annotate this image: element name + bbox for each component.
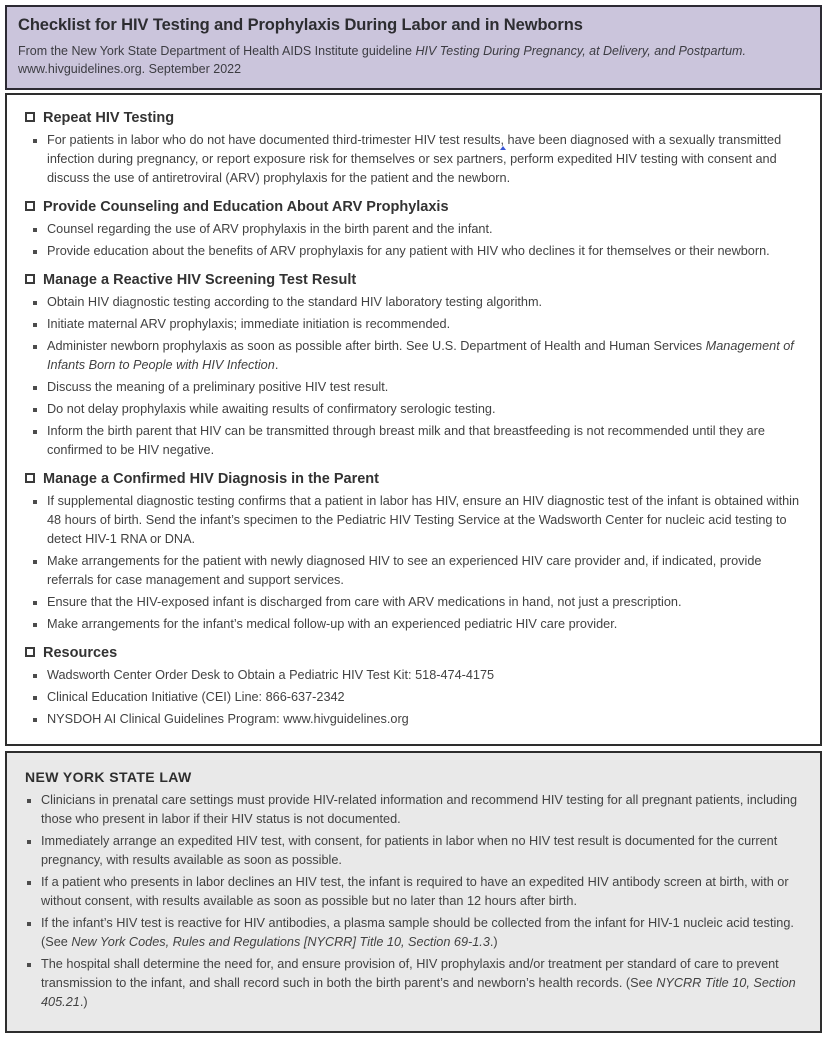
bullet-text — [47, 378, 804, 397]
bullet-item — [27, 873, 804, 911]
bullet-item — [27, 955, 804, 1012]
bullet-text — [41, 914, 804, 952]
bullet-icon — [33, 139, 37, 143]
checkbox-icon — [25, 473, 35, 483]
checkbox-icon — [25, 274, 35, 284]
bullet-item — [33, 666, 804, 685]
text-segment: If a patient who presents in labor declines an HIV test, the infant is required to have an expedited HIV antibody screen at birth, with or without consent, with results available as soon as possible but no later than 12 hours after birth. — [41, 875, 789, 908]
text-segment: Immediately arrange an expedited HIV test, with consent, for patients in labor when no HIV test result is documented for the current pregnancy, with results available as soon as possible. — [41, 834, 778, 867]
bullet-text — [41, 791, 804, 829]
document-header — [5, 5, 822, 90]
bullet-item — [27, 791, 804, 829]
bullet-text — [47, 315, 804, 334]
bullet-icon — [27, 963, 31, 967]
checklist-box — [5, 93, 822, 746]
bullet-text — [47, 242, 804, 261]
checklist-section — [25, 644, 804, 729]
bullet-icon — [33, 623, 37, 627]
bullet-icon — [27, 799, 31, 803]
bullet-item — [33, 422, 804, 460]
text-segment: If supplemental diagnostic testing confirms that a patient in labor has HIV, ensure an HIV diagnostic test of the infant is obtained within 48 hours of birth. Send the infant’s specimen to the Pediatric HIV Testing Service at the Wadsworth Center for nucleic acid testing to detect HIV-1 RNA or DNA. — [47, 494, 800, 546]
checklist-section — [25, 470, 804, 634]
section-heading — [25, 644, 804, 663]
bullet-text — [47, 400, 804, 419]
bullet-item — [33, 615, 804, 634]
bullet-item — [33, 378, 804, 397]
bullet-text — [47, 615, 804, 634]
bullet-icon — [33, 430, 37, 434]
text-segment: . — [274, 358, 279, 372]
inserted-comma-mark: , — [500, 133, 504, 147]
bullet-text — [41, 832, 804, 870]
bullet-icon — [27, 881, 31, 885]
bullet-icon — [33, 560, 37, 564]
checkbox-icon — [25, 201, 35, 211]
law-bullets — [25, 791, 804, 1012]
text-segment: For patients in labor who do not have documented third-trimester HIV test results — [47, 133, 501, 147]
section-heading-label: Resources — [43, 645, 118, 661]
section-heading-label: Repeat HIV Testing — [43, 110, 175, 126]
bullet-icon — [33, 345, 37, 349]
bullet-icon — [33, 323, 37, 327]
text-segment: Administer newborn prophylaxis as soon as possible after birth. See U.S. Department of Health and Human Services — [47, 339, 706, 353]
text-segment: Make arrangements for the patient with newly diagnosed HIV to see an experienced HIV care provider and, if indicated, provide referrals for case management and support services. — [47, 554, 762, 587]
law-box — [5, 751, 822, 1033]
bullet-item — [27, 832, 804, 870]
citation-italic: New York Codes, Rules and Regulations [NYCRR] Title 10, Section 69-1.3 — [71, 935, 490, 949]
bullet-text — [47, 710, 804, 729]
bullet-text — [47, 422, 804, 460]
text-segment: Wadsworth Center Order Desk to Obtain a Pediatric HIV Test Kit: 518-474-4175 — [47, 668, 495, 682]
page-title: Checklist for HIV Testing and Prophylaxis During Labor and in Newborns — [18, 16, 583, 34]
bullet-icon — [33, 250, 37, 254]
bullet-icon — [27, 922, 31, 926]
law-heading: NEW YORK STATE LAW — [25, 769, 192, 785]
bullet-item — [33, 337, 804, 375]
text-segment: Do not delay prophylaxis while awaiting results of confirmatory serologic testing. — [47, 402, 496, 416]
checkbox-icon — [25, 647, 35, 657]
source-url-date: www.hivguidelines.org. September 2022 — [18, 62, 242, 76]
section-heading-label: Manage a Confirmed HIV Diagnosis in the Parent — [43, 471, 379, 487]
bullet-item — [33, 710, 804, 729]
source-prefix: From the New York State Department of Health AIDS Institute guideline — [18, 44, 416, 58]
checkbox-icon — [25, 112, 35, 122]
bullet-text — [47, 666, 804, 685]
bullet-item — [33, 593, 804, 612]
bullet-icon — [33, 696, 37, 700]
section-heading — [25, 109, 804, 128]
text-segment: Ensure that the HIV-exposed infant is discharged from care with ARV medications in hand, not just a prescription. — [47, 595, 682, 609]
source-guideline-title: HIV Testing During Pregnancy, at Delivery, and Postpartum. — [415, 44, 746, 58]
text-segment: Inform the birth parent that HIV can be transmitted through breast milk and that breastfeeding is not recommended until they are confirmed to be HIV negative. — [47, 424, 765, 457]
bullet-icon — [33, 601, 37, 605]
bullet-text — [41, 873, 804, 911]
bullet-text — [47, 552, 804, 590]
section-heading — [25, 470, 804, 489]
bullet-text — [47, 688, 804, 707]
bullet-item — [33, 400, 804, 419]
text-segment: .) — [79, 995, 88, 1009]
bullet-item — [33, 552, 804, 590]
section-heading — [25, 198, 804, 217]
text-segment: NYSDOH AI Clinical Guidelines Program: www.hivguidelines.org — [47, 712, 409, 726]
text-segment: have been diagnosed with a sexually transmitted infection during pregnancy, or report exposure risk for themselves or sex partners, perform expedited HIV testing with consent and discuss the use of antiretroviral (ARV) prophylaxis for the patient and the newborn. — [47, 133, 782, 185]
text-segment: Provide education about the benefits of ARV prophylaxis for any patient with HIV who declines it for themselves or their newborn. — [47, 244, 770, 258]
bullet-icon — [33, 500, 37, 504]
text-segment: Discuss the meaning of a preliminary positive HIV test result. — [47, 380, 389, 394]
citation-italic: Management of Infants Born to People with HIV Infection — [47, 339, 794, 372]
bullet-icon — [33, 228, 37, 232]
bullet-icon — [33, 674, 37, 678]
citation-italic: NYCRR Title 10, Section 405.21 — [41, 976, 796, 1009]
text-segment: Clinicians in prenatal care settings must provide HIV-related information and recommend HIV testing for all pregnant patients, including those who present in labor if their HIV status is not documented. — [41, 793, 798, 826]
text-segment: If the infant’s HIV test is reactive for HIV antibodies, a plasma sample should be collected from the infant for HIV-1 nucleic acid testing. (See — [41, 916, 794, 949]
bullet-text — [47, 492, 804, 549]
bullet-item — [33, 131, 804, 188]
text-segment: Clinical Education Initiative (CEI) Line: 866-637-2342 — [47, 690, 345, 704]
text-segment: Initiate maternal ARV prophylaxis; immediate initiation is recommended. — [47, 317, 451, 331]
checklist-section — [25, 109, 804, 188]
bullet-item — [33, 315, 804, 334]
bullet-item — [33, 688, 804, 707]
bullet-text — [47, 220, 804, 239]
checklist-section — [25, 271, 804, 460]
text-segment: Counsel regarding the use of ARV prophylaxis in the birth parent and the infant. — [47, 222, 493, 236]
bullet-text — [41, 955, 804, 1012]
bullet-text — [47, 337, 804, 375]
bullet-text — [47, 593, 804, 612]
text-segment: .) — [489, 935, 498, 949]
section-heading-label: Manage a Reactive HIV Screening Test Result — [43, 272, 357, 288]
bullet-item — [33, 220, 804, 239]
bullet-icon — [33, 301, 37, 305]
bullet-text — [47, 131, 804, 188]
bullet-item — [27, 914, 804, 952]
checklist-section — [25, 198, 804, 261]
bullet-item — [33, 242, 804, 261]
source-line — [18, 42, 807, 78]
bullet-icon — [33, 718, 37, 722]
bullet-item — [33, 293, 804, 312]
section-heading — [25, 271, 804, 290]
bullet-icon — [33, 408, 37, 412]
section-heading-label: Provide Counseling and Education About ARV Prophylaxis — [43, 199, 449, 215]
checklist-sections — [25, 109, 804, 729]
bullet-icon — [27, 840, 31, 844]
bullet-icon — [33, 386, 37, 390]
text-segment: Make arrangements for the infant’s medical follow-up with an experienced pediatric HIV care provider. — [47, 617, 618, 631]
text-segment: Obtain HIV diagnostic testing according to the standard HIV laboratory testing algorithm. — [47, 295, 543, 309]
text-segment: The hospital shall determine the need for, and ensure provision of, HIV prophylaxis and/or treatment per standard of care to prevent transmission to the infant, and shall record such in both the birth parent’s and newborn’s health records. (See — [41, 957, 779, 990]
bullet-item — [33, 492, 804, 549]
bullet-text — [47, 293, 804, 312]
